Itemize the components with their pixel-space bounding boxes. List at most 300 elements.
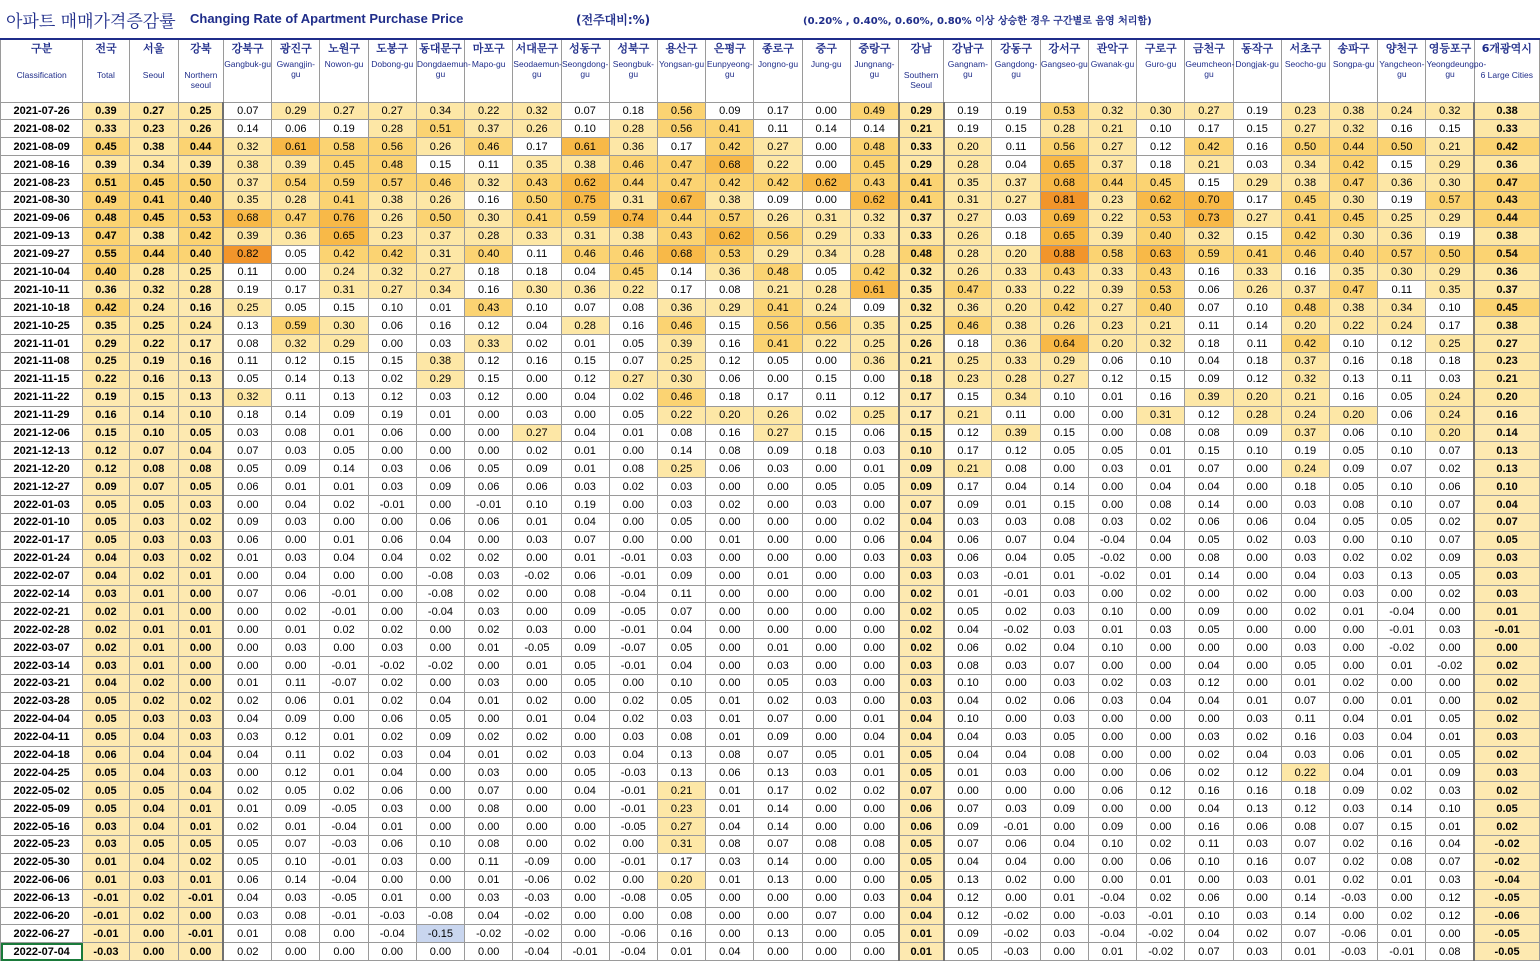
value-cell[interactable]: 0.04 bbox=[320, 549, 368, 567]
value-cell[interactable]: 0.03 bbox=[368, 800, 416, 818]
value-cell[interactable]: 0.00 bbox=[802, 657, 850, 675]
value-cell[interactable]: 0.03 bbox=[1040, 925, 1088, 943]
value-cell[interactable]: 0.04 bbox=[129, 818, 178, 836]
value-cell[interactable]: 0.10 bbox=[1233, 299, 1281, 317]
value-cell[interactable]: 0.30 bbox=[1137, 102, 1185, 120]
value-cell[interactable]: 0.04 bbox=[899, 531, 944, 549]
value-cell[interactable]: 0.38 bbox=[1474, 227, 1539, 245]
value-cell[interactable]: 0.25 bbox=[850, 335, 898, 353]
value-cell[interactable]: 0.00 bbox=[802, 549, 850, 567]
value-cell[interactable]: 0.03 bbox=[272, 549, 320, 567]
date-cell[interactable]: 2021-08-16 bbox=[1, 156, 83, 174]
value-cell[interactable]: 0.11 bbox=[272, 675, 320, 693]
value-cell[interactable]: 0.15 bbox=[1233, 227, 1281, 245]
value-cell[interactable]: 0.05 bbox=[1185, 531, 1233, 549]
value-cell[interactable]: 0.03 bbox=[129, 710, 178, 728]
value-cell[interactable]: 0.37 bbox=[1281, 352, 1329, 370]
value-cell[interactable]: 0.17 bbox=[754, 782, 802, 800]
value-cell[interactable]: -0.15 bbox=[416, 925, 464, 943]
value-cell[interactable]: 0.00 bbox=[609, 675, 657, 693]
value-cell[interactable]: 0.27 bbox=[1474, 335, 1539, 353]
value-cell[interactable]: 0.01 bbox=[129, 639, 178, 657]
value-cell[interactable]: 0.00 bbox=[850, 871, 898, 889]
value-cell[interactable]: 0.21 bbox=[944, 460, 992, 478]
value-cell[interactable]: 0.00 bbox=[1281, 585, 1329, 603]
value-cell[interactable]: 0.02 bbox=[561, 871, 609, 889]
value-cell[interactable]: 0.00 bbox=[754, 907, 802, 925]
value-cell[interactable]: 0.01 bbox=[1378, 657, 1426, 675]
value-cell[interactable]: 0.10 bbox=[1474, 478, 1539, 496]
value-cell[interactable]: 0.09 bbox=[754, 442, 802, 460]
value-cell[interactable]: 0.04 bbox=[272, 496, 320, 514]
value-cell[interactable]: 0.10 bbox=[1185, 853, 1233, 871]
value-cell[interactable]: 0.05 bbox=[1185, 621, 1233, 639]
value-cell[interactable]: 0.00 bbox=[272, 943, 320, 961]
value-cell[interactable]: 0.42 bbox=[1185, 138, 1233, 156]
value-cell[interactable]: 0.18 bbox=[1281, 782, 1329, 800]
value-cell[interactable]: 0.09 bbox=[899, 478, 944, 496]
value-cell[interactable]: 0.56 bbox=[657, 120, 705, 138]
value-cell[interactable]: 0.00 bbox=[706, 585, 754, 603]
value-cell[interactable]: 0.06 bbox=[1040, 692, 1088, 710]
value-cell[interactable]: 0.29 bbox=[320, 335, 368, 353]
value-cell[interactable]: 0.26 bbox=[754, 209, 802, 227]
value-cell[interactable]: 0.59 bbox=[1185, 245, 1233, 263]
value-cell[interactable]: 0.46 bbox=[609, 156, 657, 174]
date-cell[interactable]: 2021-12-20 bbox=[1, 460, 83, 478]
value-cell[interactable]: 0.12 bbox=[1137, 782, 1185, 800]
value-cell[interactable]: 0.00 bbox=[754, 531, 802, 549]
value-cell[interactable]: 0.03 bbox=[178, 710, 223, 728]
value-cell[interactable]: 0.33 bbox=[513, 227, 561, 245]
value-cell[interactable]: 0.06 bbox=[1233, 818, 1281, 836]
value-cell[interactable]: 0.19 bbox=[1426, 227, 1474, 245]
value-cell[interactable]: 0.38 bbox=[1281, 174, 1329, 192]
value-cell[interactable]: 0.26 bbox=[368, 209, 416, 227]
value-cell[interactable]: -0.02 bbox=[992, 925, 1040, 943]
value-cell[interactable]: 0.05 bbox=[1378, 388, 1426, 406]
value-cell[interactable]: 0.47 bbox=[944, 281, 992, 299]
value-cell[interactable]: 0.16 bbox=[465, 191, 513, 209]
value-cell[interactable]: 0.09 bbox=[944, 818, 992, 836]
value-cell[interactable]: 0.00 bbox=[1137, 710, 1185, 728]
value-cell[interactable]: 0.04 bbox=[83, 675, 129, 693]
value-cell[interactable]: 0.00 bbox=[802, 531, 850, 549]
value-cell[interactable]: 0.05 bbox=[609, 335, 657, 353]
value-cell[interactable]: 0.00 bbox=[706, 549, 754, 567]
date-cell[interactable]: 2021-09-06 bbox=[1, 209, 83, 227]
value-cell[interactable]: 0.01 bbox=[1378, 692, 1426, 710]
value-cell[interactable]: 0.03 bbox=[368, 460, 416, 478]
value-cell[interactable]: 0.39 bbox=[83, 156, 129, 174]
value-cell[interactable]: 0.01 bbox=[1088, 388, 1136, 406]
value-cell[interactable]: 0.08 bbox=[657, 424, 705, 442]
value-cell[interactable]: 0.11 bbox=[272, 388, 320, 406]
value-cell[interactable]: 0.53 bbox=[706, 245, 754, 263]
value-cell[interactable]: 0.16 bbox=[1330, 352, 1378, 370]
value-cell[interactable]: -0.02 bbox=[1474, 836, 1539, 854]
value-cell[interactable]: 0.08 bbox=[1378, 853, 1426, 871]
value-cell[interactable]: 0.05 bbox=[178, 478, 223, 496]
value-cell[interactable]: 0.00 bbox=[416, 800, 464, 818]
value-cell[interactable]: 0.00 bbox=[754, 478, 802, 496]
value-cell[interactable]: -0.05 bbox=[1474, 889, 1539, 907]
value-cell[interactable]: 0.12 bbox=[1233, 764, 1281, 782]
value-cell[interactable]: 0.43 bbox=[1040, 263, 1088, 281]
value-cell[interactable]: 0.04 bbox=[83, 549, 129, 567]
value-cell[interactable]: 0.32 bbox=[368, 263, 416, 281]
value-cell[interactable]: 0.00 bbox=[561, 889, 609, 907]
value-cell[interactable]: 0.07 bbox=[561, 531, 609, 549]
value-cell[interactable]: 0.09 bbox=[272, 800, 320, 818]
value-cell[interactable]: 0.00 bbox=[561, 925, 609, 943]
value-cell[interactable]: 0.09 bbox=[561, 639, 609, 657]
value-cell[interactable]: 0.14 bbox=[320, 460, 368, 478]
value-cell[interactable]: 0.06 bbox=[944, 639, 992, 657]
value-cell[interactable]: 0.03 bbox=[1040, 585, 1088, 603]
value-cell[interactable]: 0.27 bbox=[1040, 370, 1088, 388]
value-cell[interactable]: 0.00 bbox=[223, 764, 271, 782]
value-cell[interactable]: 0.03 bbox=[83, 657, 129, 675]
value-cell[interactable]: 0.36 bbox=[706, 263, 754, 281]
value-cell[interactable]: 0.14 bbox=[272, 406, 320, 424]
value-cell[interactable]: 0.03 bbox=[83, 836, 129, 854]
value-cell[interactable]: 0.28 bbox=[465, 227, 513, 245]
value-cell[interactable]: 0.06 bbox=[706, 370, 754, 388]
value-cell[interactable]: 0.23 bbox=[657, 800, 705, 818]
value-cell[interactable]: -0.01 bbox=[83, 907, 129, 925]
value-cell[interactable]: 0.03 bbox=[368, 853, 416, 871]
value-cell[interactable]: 0.40 bbox=[465, 245, 513, 263]
value-cell[interactable]: 0.05 bbox=[320, 442, 368, 460]
value-cell[interactable]: 0.17 bbox=[657, 281, 705, 299]
value-cell[interactable]: 0.02 bbox=[1330, 675, 1378, 693]
value-cell[interactable]: 0.06 bbox=[850, 531, 898, 549]
value-cell[interactable]: 0.37 bbox=[416, 227, 464, 245]
value-cell[interactable]: 0.45 bbox=[1137, 174, 1185, 192]
value-cell[interactable]: -0.04 bbox=[609, 943, 657, 961]
value-cell[interactable]: 0.00 bbox=[178, 657, 223, 675]
value-cell[interactable]: 0.03 bbox=[272, 889, 320, 907]
value-cell[interactable]: 0.45 bbox=[850, 156, 898, 174]
value-cell[interactable]: 0.01 bbox=[465, 746, 513, 764]
value-cell[interactable]: 0.30 bbox=[1330, 227, 1378, 245]
value-cell[interactable]: 0.02 bbox=[513, 442, 561, 460]
value-cell[interactable]: 0.05 bbox=[802, 746, 850, 764]
value-cell[interactable]: -0.03 bbox=[513, 889, 561, 907]
value-cell[interactable]: 0.41 bbox=[899, 174, 944, 192]
value-cell[interactable]: 0.03 bbox=[83, 818, 129, 836]
value-cell[interactable]: 0.02 bbox=[178, 549, 223, 567]
value-cell[interactable]: 0.36 bbox=[992, 335, 1040, 353]
value-cell[interactable]: 0.08 bbox=[561, 585, 609, 603]
value-cell[interactable]: 0.42 bbox=[368, 245, 416, 263]
value-cell[interactable]: 0.02 bbox=[223, 943, 271, 961]
value-cell[interactable]: 0.59 bbox=[561, 209, 609, 227]
value-cell[interactable]: 0.56 bbox=[754, 227, 802, 245]
value-cell[interactable]: 0.42 bbox=[1281, 227, 1329, 245]
value-cell[interactable]: 0.23 bbox=[1281, 102, 1329, 120]
value-cell[interactable]: 0.16 bbox=[657, 925, 705, 943]
value-cell[interactable]: 0.00 bbox=[992, 889, 1040, 907]
date-cell[interactable]: 2021-11-15 bbox=[1, 370, 83, 388]
value-cell[interactable]: 0.03 bbox=[465, 567, 513, 585]
value-cell[interactable]: 0.16 bbox=[609, 317, 657, 335]
value-cell[interactable]: 0.15 bbox=[802, 424, 850, 442]
value-cell[interactable]: 0.02 bbox=[513, 746, 561, 764]
value-cell[interactable]: 0.27 bbox=[1233, 209, 1281, 227]
value-cell[interactable]: 0.47 bbox=[657, 156, 705, 174]
value-cell[interactable]: 0.10 bbox=[561, 120, 609, 138]
value-cell[interactable]: 0.12 bbox=[272, 728, 320, 746]
value-cell[interactable]: 0.07 bbox=[899, 496, 944, 514]
value-cell[interactable]: 0.56 bbox=[657, 102, 705, 120]
value-cell[interactable]: 0.05 bbox=[802, 263, 850, 281]
value-cell[interactable]: 0.00 bbox=[1040, 406, 1088, 424]
value-cell[interactable]: 0.06 bbox=[223, 531, 271, 549]
value-cell[interactable]: 0.26 bbox=[1040, 317, 1088, 335]
value-cell[interactable]: 0.03 bbox=[1281, 639, 1329, 657]
value-cell[interactable]: 0.00 bbox=[802, 925, 850, 943]
value-cell[interactable]: 0.03 bbox=[513, 531, 561, 549]
value-cell[interactable]: 0.00 bbox=[1088, 728, 1136, 746]
value-cell[interactable]: 0.19 bbox=[223, 281, 271, 299]
value-cell[interactable]: 0.15 bbox=[899, 424, 944, 442]
value-cell[interactable]: 0.46 bbox=[609, 245, 657, 263]
value-cell[interactable]: 0.09 bbox=[1330, 460, 1378, 478]
value-cell[interactable]: 0.14 bbox=[1233, 317, 1281, 335]
value-cell[interactable]: -0.02 bbox=[1088, 567, 1136, 585]
value-cell[interactable]: 0.01 bbox=[992, 496, 1040, 514]
value-cell[interactable]: 0.03 bbox=[899, 692, 944, 710]
value-cell[interactable]: 0.02 bbox=[465, 728, 513, 746]
value-cell[interactable]: 0.27 bbox=[1088, 299, 1136, 317]
value-cell[interactable]: 0.01 bbox=[754, 567, 802, 585]
value-cell[interactable]: 0.36 bbox=[609, 138, 657, 156]
value-cell[interactable]: 0.03 bbox=[944, 513, 992, 531]
value-cell[interactable]: 0.00 bbox=[850, 370, 898, 388]
value-cell[interactable]: 0.14 bbox=[1281, 907, 1329, 925]
value-cell[interactable]: 0.48 bbox=[754, 263, 802, 281]
value-cell[interactable]: 0.31 bbox=[1137, 406, 1185, 424]
value-cell[interactable]: 0.16 bbox=[1378, 120, 1426, 138]
value-cell[interactable]: 0.53 bbox=[1040, 102, 1088, 120]
value-cell[interactable]: 0.15 bbox=[561, 352, 609, 370]
value-cell[interactable]: -0.01 bbox=[609, 567, 657, 585]
value-cell[interactable]: 0.00 bbox=[1330, 657, 1378, 675]
value-cell[interactable]: 0.01 bbox=[178, 800, 223, 818]
value-cell[interactable]: 0.00 bbox=[850, 818, 898, 836]
value-cell[interactable]: 0.47 bbox=[657, 174, 705, 192]
value-cell[interactable]: 0.10 bbox=[1378, 442, 1426, 460]
value-cell[interactable]: 0.05 bbox=[83, 710, 129, 728]
value-cell[interactable]: 0.00 bbox=[178, 943, 223, 961]
value-cell[interactable]: 0.28 bbox=[178, 281, 223, 299]
value-cell[interactable]: 0.01 bbox=[850, 746, 898, 764]
value-cell[interactable]: 0.27 bbox=[609, 370, 657, 388]
value-cell[interactable]: 0.22 bbox=[657, 406, 705, 424]
value-cell[interactable]: 0.04 bbox=[129, 853, 178, 871]
value-cell[interactable]: 0.28 bbox=[1040, 120, 1088, 138]
value-cell[interactable]: 0.38 bbox=[129, 138, 178, 156]
value-cell[interactable]: 0.00 bbox=[513, 388, 561, 406]
value-cell[interactable]: 0.12 bbox=[272, 352, 320, 370]
value-cell[interactable]: 0.58 bbox=[320, 138, 368, 156]
value-cell[interactable]: 0.01 bbox=[850, 764, 898, 782]
value-cell[interactable]: 0.03 bbox=[944, 567, 992, 585]
value-cell[interactable]: 0.28 bbox=[944, 156, 992, 174]
date-cell[interactable]: 2022-03-07 bbox=[1, 639, 83, 657]
value-cell[interactable]: 0.03 bbox=[513, 406, 561, 424]
value-cell[interactable]: 0.11 bbox=[223, 263, 271, 281]
value-cell[interactable]: 0.32 bbox=[223, 138, 271, 156]
value-cell[interactable]: 0.25 bbox=[899, 317, 944, 335]
value-cell[interactable]: 0.01 bbox=[1426, 728, 1474, 746]
value-cell[interactable]: 0.15 bbox=[1137, 370, 1185, 388]
value-cell[interactable]: 0.07 bbox=[1281, 925, 1329, 943]
value-cell[interactable]: 0.00 bbox=[513, 585, 561, 603]
value-cell[interactable]: -0.02 bbox=[992, 907, 1040, 925]
value-cell[interactable]: 0.00 bbox=[561, 728, 609, 746]
value-cell[interactable]: 0.19 bbox=[129, 352, 178, 370]
value-cell[interactable]: 0.41 bbox=[320, 191, 368, 209]
value-cell[interactable]: 0.07 bbox=[1281, 692, 1329, 710]
value-cell[interactable]: 0.22 bbox=[465, 102, 513, 120]
value-cell[interactable]: 0.03 bbox=[1233, 156, 1281, 174]
date-cell[interactable]: 2022-02-28 bbox=[1, 621, 83, 639]
value-cell[interactable]: 0.58 bbox=[1088, 245, 1136, 263]
value-cell[interactable]: -0.01 bbox=[1474, 621, 1539, 639]
value-cell[interactable]: 0.00 bbox=[802, 943, 850, 961]
value-cell[interactable]: 0.05 bbox=[1426, 710, 1474, 728]
value-cell[interactable]: 0.03 bbox=[1233, 836, 1281, 854]
value-cell[interactable]: 0.06 bbox=[1137, 764, 1185, 782]
value-cell[interactable]: 0.00 bbox=[992, 710, 1040, 728]
value-cell[interactable]: 0.28 bbox=[561, 317, 609, 335]
value-cell[interactable]: 0.20 bbox=[992, 245, 1040, 263]
value-cell[interactable]: 0.44 bbox=[609, 174, 657, 192]
value-cell[interactable]: 0.02 bbox=[513, 335, 561, 353]
value-cell[interactable]: 0.03 bbox=[1233, 943, 1281, 961]
value-cell[interactable]: 0.21 bbox=[899, 120, 944, 138]
value-cell[interactable]: 0.05 bbox=[1040, 728, 1088, 746]
value-cell[interactable]: 0.00 bbox=[416, 764, 464, 782]
value-cell[interactable]: 0.01 bbox=[1040, 889, 1088, 907]
value-cell[interactable]: 0.01 bbox=[754, 639, 802, 657]
value-cell[interactable]: 0.04 bbox=[657, 621, 705, 639]
value-cell[interactable]: 0.07 bbox=[561, 102, 609, 120]
value-cell[interactable]: 0.65 bbox=[1040, 156, 1088, 174]
value-cell[interactable]: 0.04 bbox=[1137, 692, 1185, 710]
value-cell[interactable]: 0.05 bbox=[754, 352, 802, 370]
value-cell[interactable]: 0.16 bbox=[1233, 782, 1281, 800]
date-cell[interactable]: 2022-05-30 bbox=[1, 853, 83, 871]
date-cell[interactable]: 2022-04-04 bbox=[1, 710, 83, 728]
value-cell[interactable]: 0.02 bbox=[465, 549, 513, 567]
value-cell[interactable]: 0.01 bbox=[223, 675, 271, 693]
value-cell[interactable]: 0.03 bbox=[1474, 567, 1539, 585]
value-cell[interactable]: 0.29 bbox=[1040, 352, 1088, 370]
value-cell[interactable]: 0.00 bbox=[802, 621, 850, 639]
value-cell[interactable]: 0.01 bbox=[1281, 675, 1329, 693]
value-cell[interactable]: -0.06 bbox=[609, 925, 657, 943]
value-cell[interactable]: 0.01 bbox=[513, 513, 561, 531]
date-cell[interactable]: 2022-02-14 bbox=[1, 585, 83, 603]
value-cell[interactable]: 0.28 bbox=[1233, 406, 1281, 424]
value-cell[interactable]: 0.34 bbox=[992, 388, 1040, 406]
value-cell[interactable]: -0.02 bbox=[1378, 639, 1426, 657]
value-cell[interactable]: 0.00 bbox=[802, 138, 850, 156]
value-cell[interactable]: 0.01 bbox=[561, 442, 609, 460]
value-cell[interactable]: 0.13 bbox=[657, 746, 705, 764]
value-cell[interactable]: 0.32 bbox=[1137, 335, 1185, 353]
value-cell[interactable]: 0.07 bbox=[1185, 460, 1233, 478]
value-cell[interactable]: 0.03 bbox=[1233, 907, 1281, 925]
value-cell[interactable]: 0.00 bbox=[1378, 889, 1426, 907]
value-cell[interactable]: 0.01 bbox=[706, 531, 754, 549]
value-cell[interactable]: -0.02 bbox=[992, 621, 1040, 639]
value-cell[interactable]: 0.04 bbox=[944, 728, 992, 746]
value-cell[interactable]: 0.20 bbox=[1474, 388, 1539, 406]
value-cell[interactable]: 0.05 bbox=[129, 496, 178, 514]
value-cell[interactable]: 0.02 bbox=[1426, 460, 1474, 478]
value-cell[interactable]: 0.07 bbox=[272, 836, 320, 854]
value-cell[interactable]: -0.01 bbox=[178, 925, 223, 943]
value-cell[interactable]: 0.00 bbox=[1040, 764, 1088, 782]
value-cell[interactable]: 0.32 bbox=[272, 335, 320, 353]
value-cell[interactable]: 0.29 bbox=[754, 245, 802, 263]
value-cell[interactable]: 0.00 bbox=[1137, 800, 1185, 818]
value-cell[interactable]: 0.10 bbox=[1426, 800, 1474, 818]
value-cell[interactable]: 0.05 bbox=[754, 675, 802, 693]
value-cell[interactable]: 0.01 bbox=[465, 871, 513, 889]
value-cell[interactable]: 0.17 bbox=[944, 478, 992, 496]
value-cell[interactable]: 0.09 bbox=[272, 460, 320, 478]
date-cell[interactable]: 2022-07-04 bbox=[1, 943, 83, 961]
value-cell[interactable]: 0.03 bbox=[850, 442, 898, 460]
value-cell[interactable]: -0.03 bbox=[368, 907, 416, 925]
value-cell[interactable]: 0.07 bbox=[754, 710, 802, 728]
value-cell[interactable]: 0.00 bbox=[850, 621, 898, 639]
value-cell[interactable]: 0.13 bbox=[1330, 370, 1378, 388]
value-cell[interactable]: 0.27 bbox=[1185, 102, 1233, 120]
value-cell[interactable]: 0.41 bbox=[1233, 245, 1281, 263]
value-cell[interactable]: 0.15 bbox=[1426, 120, 1474, 138]
value-cell[interactable]: 0.48 bbox=[83, 209, 129, 227]
value-cell[interactable]: 0.20 bbox=[1426, 424, 1474, 442]
date-cell[interactable]: 2021-10-25 bbox=[1, 317, 83, 335]
value-cell[interactable]: 0.06 bbox=[223, 871, 271, 889]
value-cell[interactable]: 0.61 bbox=[561, 138, 609, 156]
value-cell[interactable]: 0.49 bbox=[83, 191, 129, 209]
value-cell[interactable]: 0.03 bbox=[1233, 871, 1281, 889]
value-cell[interactable]: 0.05 bbox=[899, 746, 944, 764]
value-cell[interactable]: 0.09 bbox=[1088, 818, 1136, 836]
value-cell[interactable]: 0.08 bbox=[657, 907, 705, 925]
value-cell[interactable]: 0.00 bbox=[368, 442, 416, 460]
value-cell[interactable]: -0.01 bbox=[609, 621, 657, 639]
value-cell[interactable]: 0.03 bbox=[416, 388, 464, 406]
value-cell[interactable]: 0.18 bbox=[1137, 156, 1185, 174]
value-cell[interactable]: 0.10 bbox=[416, 836, 464, 854]
value-cell[interactable]: 0.03 bbox=[1137, 621, 1185, 639]
value-cell[interactable]: 0.15 bbox=[368, 352, 416, 370]
value-cell[interactable]: 0.29 bbox=[802, 227, 850, 245]
value-cell[interactable]: 0.03 bbox=[1474, 764, 1539, 782]
value-cell[interactable]: 0.13 bbox=[223, 317, 271, 335]
value-cell[interactable]: 0.04 bbox=[178, 782, 223, 800]
value-cell[interactable]: 0.02 bbox=[1137, 585, 1185, 603]
